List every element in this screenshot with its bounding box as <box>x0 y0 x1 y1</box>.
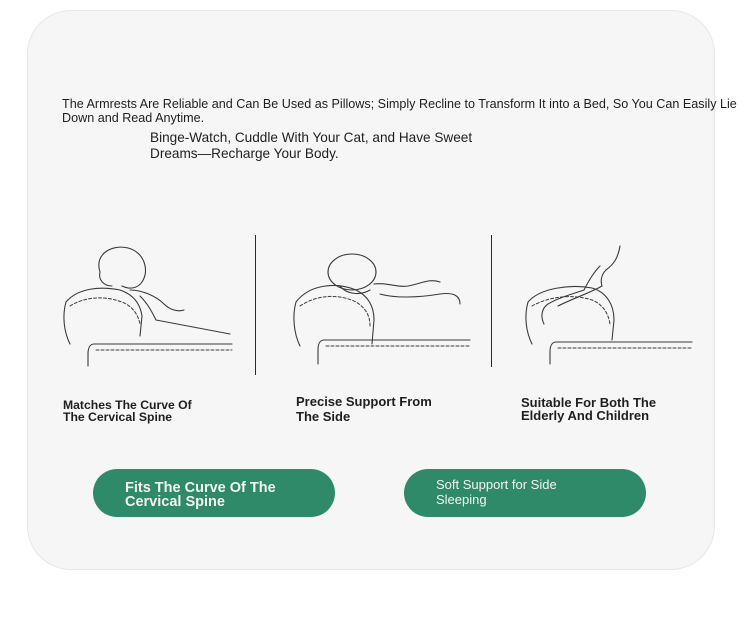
intro-headline: The Armrests Are Reliable and Can Be Used as Pillows; Simply Recline to Transform It into a Bed, So You Can Easily Lie Down and Read Anytime. <box>62 97 737 125</box>
feature-divider <box>491 235 492 367</box>
side-sleeping-button[interactable] <box>404 469 646 517</box>
child-leaning-on-armrest-icon <box>522 244 697 369</box>
feature-caption-all-ages: Suitable For Both The Elderly And Children <box>521 395 657 423</box>
person-side-lying-icon <box>290 248 480 368</box>
cervical-curve-button-label: Fits The Curve Of The Cervical Spine <box>125 480 276 510</box>
feature-caption-side-support: Precise Support From The Side <box>296 394 432 424</box>
intro-subline: Binge-Watch, Cuddle With Your Cat, and Have Sweet Dreams—Recharge Your Body. <box>150 130 473 161</box>
feature-caption-cervical: Matches The Curve Of The Cervical Spine <box>63 398 192 424</box>
cervical-curve-button[interactable] <box>93 469 335 517</box>
side-sleeping-button-label: Soft Support for Side Sleeping <box>436 477 557 507</box>
feature-divider <box>255 235 256 375</box>
person-head-on-armrest-icon <box>60 240 240 370</box>
